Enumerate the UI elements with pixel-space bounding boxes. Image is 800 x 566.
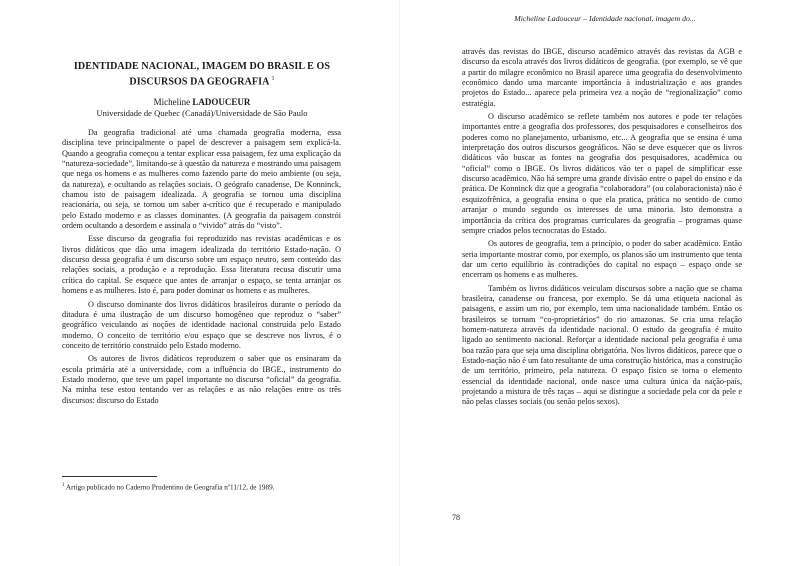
left-body-text — [62, 128, 341, 406]
paragraph: Os autores de geografia, tem a princípio, o poder do saber acadêmico. Então seria importante mostrar como, por exemplo, os planos são um instrumento que tenta dar um certo equilíbrio às contradições do capital no espaço – espaço onde se encerram os homens e as mulheres. — [462, 239, 742, 280]
paragraph: Os autores de livros didáticos reproduzem o saber que os ensinaram da escola primária até a universidade, com a influência do IBGE., instrumento do Estado moderno, que teve um papel importante no discurso “oficial” da geografia. Na minha tese estou tentando ver as relações e as não relações entre os três discursos: discurso do Estado — [62, 354, 341, 405]
paragraph: Também os livros didáticos veiculam discursos sobre a nação que se chama brasileira, canadense ou francesa, por exemplo. Se dá uma etiqueta nacional às paisagens, e assim um rio, por exemplo, tem uma nacionalidade também. Então os brasileiros se tornam “co-proprietários” do rio amazonas. Se cria uma relação homem-natureza através da identidade nacional. O estudo da geografia é muito ligado ao sentimento nacional. Reforçar a identidade nacional pela geografia é uma boa razão para que seja uma disciplina obrigatória. Nos livros didáticos, parece que o Estado-nação não é um fato resultante de uma construção histórica, mas a construção de um território, primeiro, pela natureza. O espaço físico se torna o elemento essencial da identidade nacional, onde nasce uma cultura única da nação-país, projetando a mistura de três raças – aqui se distingue a sociedade pela cor da pele e não pelas classes sociais (ou senão pelos sexos). — [462, 283, 742, 407]
author-affiliation: Universidade de Quebec (Canadá)/Universidade de São Paulo — [96, 108, 308, 118]
article-title — [62, 60, 342, 88]
right-page — [400, 0, 800, 566]
right-body-text — [462, 47, 742, 408]
paragraph: O discurso dominante dos livros didáticos brasileiros durante o período da ditadura é uma ilustração de um discurso homogêneo que reproduz o “saber” geográfico veiculando as noções de identidade nacional construída pelo Estado moderno. O conceito de território e/ou espaço que se descreve nos livros, é o conceito de território construído pelo Estado moderno. — [62, 299, 341, 350]
author-given-name: Micheline — [153, 97, 191, 107]
title-footnote-marker: 1 — [271, 76, 275, 82]
page-number: 78 — [452, 513, 460, 522]
paragraph: Esse discurso da geografia foi reproduzido nas revistas acadêmicas e os livros didáticos que dão uma imagem idealizada do território Estado-nação. O discurso dessa geografia é um discurso sobre um espaço neutro, sem conteúdo das relações sociais, a produção e a reprodução. Essa literatura recusa discutir uma crítica do capital. Se esquece que antes de arranjar o espaço, se tenta arranjar os homens e as mulheres. Isto é, para poder dominar os homens e as mulheres. — [62, 234, 341, 296]
footnote — [62, 481, 352, 492]
author-surname: LADOUCEUR — [192, 97, 251, 107]
running-header: Micheline Ladouceur – Identidade nacional, imagem do... — [514, 14, 696, 23]
author-line — [62, 97, 342, 108]
footnote-text: Artigo publicado no Caderno Prudentino de Geografia nº11/12, de 1989. — [65, 483, 275, 492]
footnote-divider — [62, 476, 157, 477]
paragraph-continuation: através das revistas do IBGE, discurso acadêmico através das revistas da AGB e discurso da escola através dos livros didáticos de geografia. (por exemplo, se vê que a partir do milagre econômico no Brasil aparece uma geografia do desenvolvimento econômico dando uma marcante importância à industrialização e aos grandes projetos do Estado... aparece pela primeira vez a noção de “regionalização” como estratégia. — [462, 47, 742, 108]
paragraph: O discurso acadêmico se reflete também nos autores e pode ter relações importantes entre a geografia dos professores, dos pesquisadores e conselheiros dos poderes como no planejamento, urbanismo, etc... A geografia que se ensina é uma interpretação dos outros discursos geográficos. Não se deve esquecer que os livros didáticos vão buscar as fontes na geografia dos pesquisadores, acadêmica ou “oficial” como o IBGE. Os livros didáticos vão ter o papel de simplificar esse discurso acadêmico. Não há sempre uma grande divisão entre o papel do ensino e da prática. De Konninck diz que a geografia “colaboradora” (ou colaboracionista) não é esquizofrênica, a geografia ensina o que ela pratica, prática no sentido de como arranjar o mundo segundo os interesses de uma minoria. Isto demonstra a importância da crítica dos programas curriculares da geografia – programas quase sempre criados pelos tecnocratas do Estado. — [462, 112, 742, 235]
paragraph: Da geografia tradicional até uma chamada geografia moderna, essa disciplina teve principalmente o papel de descrever a paisagem sem explicá-la. Quando a geografia começou a tentar explicar essa paisagem, fez uma explicação da “natureza-sociedade”, limitando-se à questão da natureza e mostrando uma paisagem que nega os homens e as mulheres como fazendo parte do meio ambiente (ou seja, da natureza), e ocultando as relações sociais. O geógrafo canadense, De Konninck, chamou isto de paisagem idealizada. A geografia se tornou uma disciplina reacionária, ou seja, se tornou um saber a-crítico que é recuperado e manipulado pelo Estado moderno e as classes dominantes. (A geografia da paisagem constrói ordem ocultando a desordem e assinala o “vivido” atrás do “visto”. — [62, 128, 341, 231]
footnote-marker: 1 — [62, 483, 65, 488]
article-title-text: IDENTIDADE NACIONAL, IMAGEM DO BRASIL E OS DISCURSOS DA GEOGRAFIA — [73, 61, 331, 88]
